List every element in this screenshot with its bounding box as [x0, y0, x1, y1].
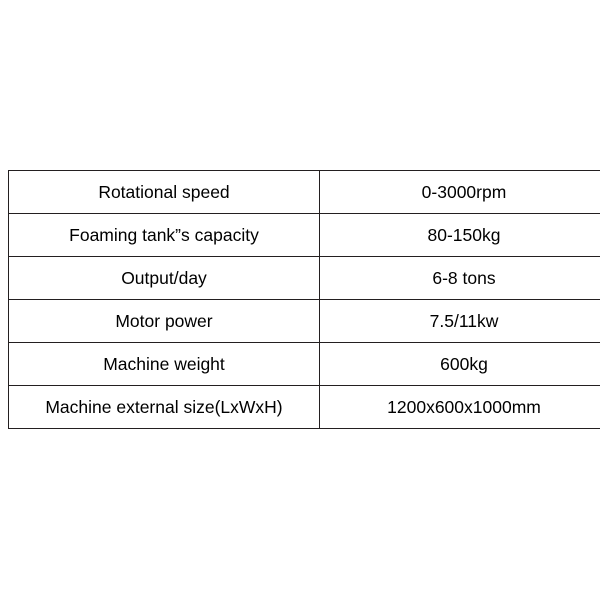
spec-label: Machine external size(LxWxH) [9, 386, 320, 429]
spec-value: 600kg [320, 343, 600, 386]
spec-label: Rotational speed [9, 171, 320, 214]
spec-value: 7.5/11kw [320, 300, 600, 343]
table-row [9, 171, 600, 214]
specification-table [8, 170, 600, 429]
table-row [9, 214, 600, 257]
spec-label: Motor power [9, 300, 320, 343]
spec-table-container [8, 170, 592, 429]
spec-value: 0-3000rpm [320, 171, 600, 214]
spec-value: 6-8 tons [320, 257, 600, 300]
table-row [9, 257, 600, 300]
table-body [9, 171, 600, 429]
table-row [9, 386, 600, 429]
spec-label: Machine weight [9, 343, 320, 386]
spec-label: Output/day [9, 257, 320, 300]
table-row [9, 300, 600, 343]
spec-value: 1200x600x1000mm [320, 386, 600, 429]
spec-value: 80-150kg [320, 214, 600, 257]
spec-label: Foaming tank”s capacity [9, 214, 320, 257]
table-row [9, 343, 600, 386]
